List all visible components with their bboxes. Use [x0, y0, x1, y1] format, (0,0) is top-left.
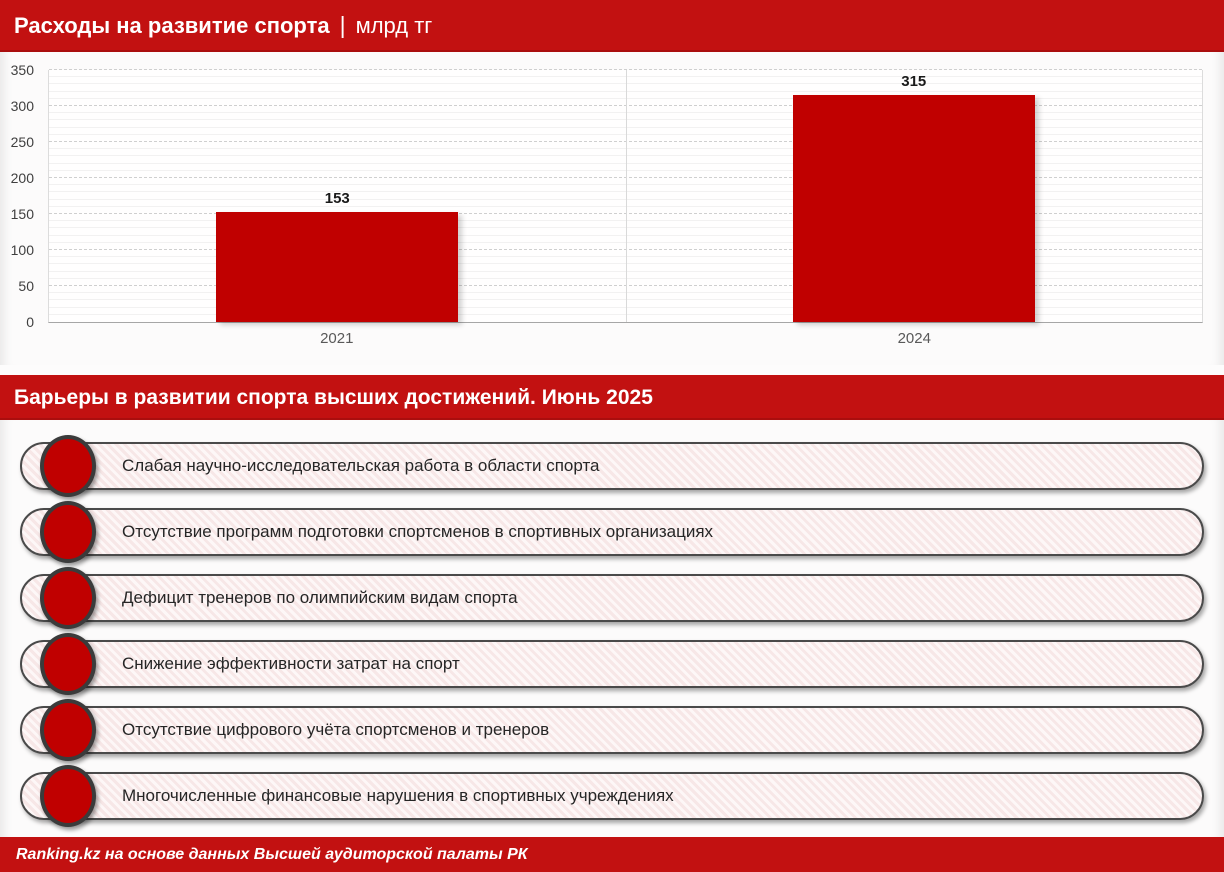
plot-area	[48, 70, 1203, 323]
barrier-text: Многочисленные финансовые нарушения в спортивных учреждениях	[122, 786, 674, 805]
barrier-item	[0, 499, 1224, 565]
y-tick-label: 200	[10, 170, 34, 186]
section-gap	[0, 365, 1224, 375]
x-tick-label: 2024	[897, 330, 931, 347]
bar-value-label: 153	[324, 189, 350, 207]
x-axis	[48, 330, 1203, 352]
bullet-circle-icon	[40, 633, 96, 695]
y-tick-label: 50	[18, 278, 34, 294]
barrier-item	[0, 631, 1224, 697]
bullet-circle-icon	[40, 435, 96, 497]
source-footer	[0, 837, 1224, 872]
barrier-item	[0, 565, 1224, 631]
bullet-circle-icon	[40, 567, 96, 629]
chart-title: Расходы на развитие спорта	[14, 13, 330, 38]
x-tick-label: 2021	[320, 330, 354, 347]
source-text: Ranking.kz на основе данных Высшей аудиторской палаты РК	[16, 845, 528, 863]
barrier-item	[0, 763, 1224, 829]
barrier-text: Снижение эффективности затрат на спорт	[122, 654, 460, 673]
bar-value-label: 315	[901, 73, 927, 91]
barrier-item	[0, 697, 1224, 763]
barrier-item	[0, 433, 1224, 499]
expenses-bar-chart	[0, 52, 1224, 365]
barriers-title: Барьеры в развитии спорта высших достижений. Июнь 2025	[14, 385, 653, 409]
barrier-pill	[20, 574, 1204, 622]
y-tick-label: 100	[10, 242, 34, 258]
y-tick-label: 250	[10, 134, 34, 150]
bullet-circle-icon	[40, 501, 96, 563]
bullet-circle-icon	[40, 765, 96, 827]
barriers-list	[0, 420, 1224, 837]
barrier-pill	[20, 706, 1204, 754]
barrier-text: Дефицит тренеров по олимпийским видам спорта	[122, 588, 518, 607]
barrier-pill	[20, 442, 1204, 490]
chart-header	[0, 0, 1224, 52]
bar-2021	[216, 212, 458, 322]
barrier-text: Отсутствие цифрового учёта спортсменов и тренеров	[122, 720, 550, 739]
chart-unit: млрд тг	[355, 13, 433, 38]
y-axis	[0, 62, 40, 330]
panel-divider	[626, 70, 627, 322]
barrier-pill	[20, 508, 1204, 556]
bar-2024	[793, 95, 1035, 322]
barrier-pill	[20, 772, 1204, 820]
barrier-text: Отсутствие программ подготовки спортсменов в спортивных организациях	[122, 522, 714, 541]
barrier-text: Слабая научно-исследовательская работа в области спорта	[122, 456, 600, 475]
y-tick-label: 350	[10, 62, 34, 78]
title-separator: |	[339, 11, 346, 38]
barriers-header	[0, 375, 1224, 420]
bullet-circle-icon	[40, 699, 96, 761]
y-tick-label: 0	[26, 314, 34, 330]
barrier-pill	[20, 640, 1204, 688]
y-tick-label: 300	[10, 98, 34, 114]
y-tick-label: 150	[10, 206, 34, 222]
